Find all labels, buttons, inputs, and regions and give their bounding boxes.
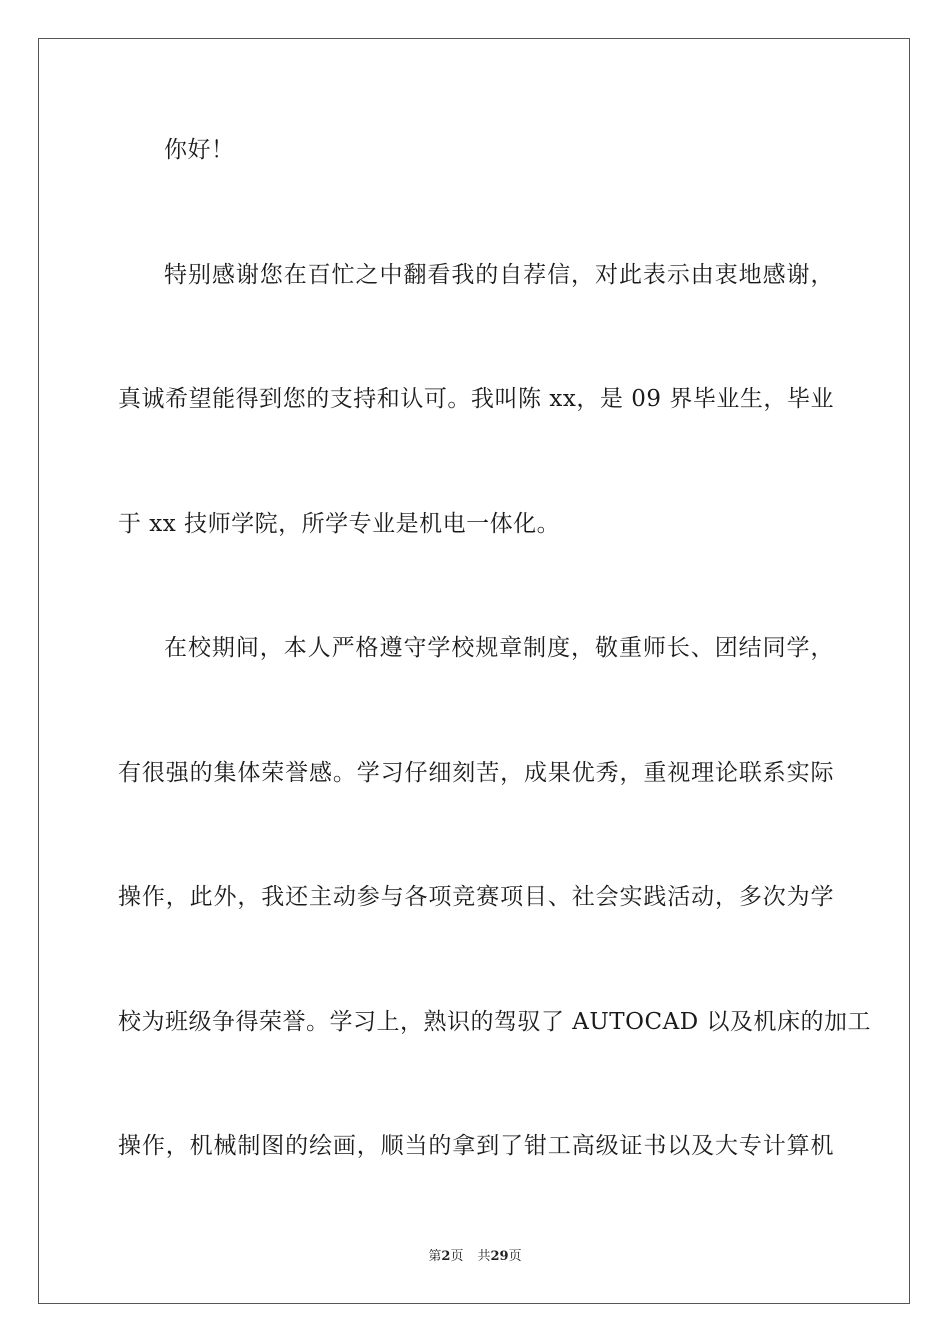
page-suffix: 页 (450, 1249, 464, 1264)
body-line-3: 于 xx 技师学院，所学专业是机电一体化。 (118, 511, 561, 537)
page-current: 2 (441, 1249, 451, 1264)
body-line-7: 校为班级争得荣誉。学习上，熟识的驾驭了 AUTOCAD 以及机床的加工 (118, 1009, 871, 1035)
body-line-5: 有很强的集体荣誉感。学习仔细刻苦，成果优秀，重视理论联系实际 (118, 760, 834, 786)
total-prefix: 共 (477, 1249, 491, 1264)
body-line-4: 在校期间，本人严格遵守学校规章制度，敬重师长、团结同学， (164, 635, 834, 661)
page-footer (0, 1248, 950, 1266)
page-prefix: 第 (428, 1249, 442, 1264)
page-total: 29 (490, 1249, 509, 1264)
total-suffix: 页 (508, 1249, 522, 1264)
body-line-1: 特别感谢您在百忙之中翻看我的自荐信，对此表示由衷地感谢， (164, 262, 834, 288)
page-frame (38, 38, 910, 1304)
body-line-2: 真诚希望能得到您的支持和认可。我叫陈 xx，是 09 界毕业生，毕业 (118, 386, 834, 412)
body-line-8: 操作，机械制图的绘画，顺当的拿到了钳工高级证书以及大专计算机 (118, 1133, 834, 1159)
body-line-6: 操作，此外，我还主动参与各项竞赛项目、社会实践活动，多次为学 (118, 884, 834, 910)
greeting-line: 你好！ (164, 137, 235, 163)
